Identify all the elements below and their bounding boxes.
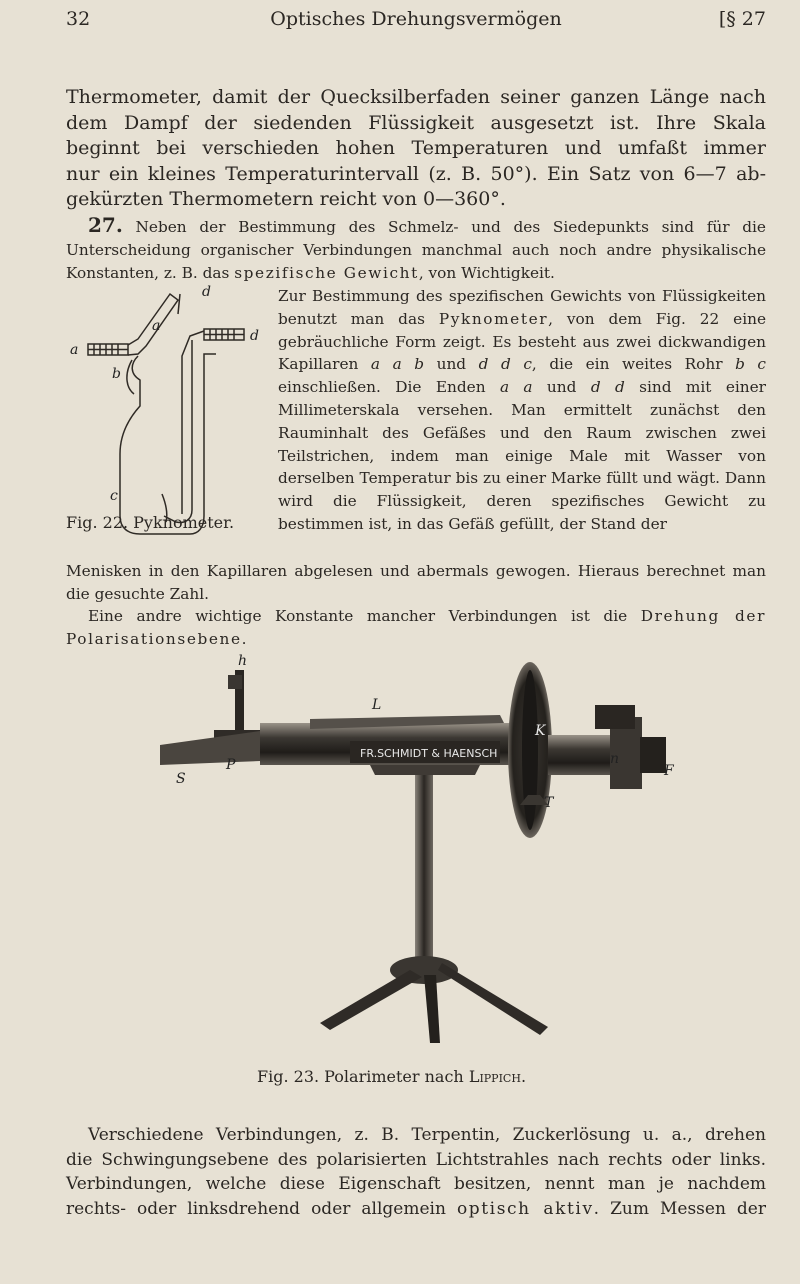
label-d-right: d	[250, 328, 259, 344]
label-n: n	[610, 751, 620, 767]
term-spezifisches-gewicht: spezifische Gewicht	[234, 263, 419, 282]
pyknometer-drawing	[66, 284, 276, 540]
label-F: F	[664, 763, 674, 779]
paragraph-optisch-aktiv	[66, 1123, 766, 1221]
section-number: 27.	[88, 213, 123, 237]
text-line: gekürzten Thermometern reicht von 0—360°.	[66, 188, 506, 210]
label-K: K	[535, 723, 546, 739]
section-27-intro: 27. Neben der Bestimmung des Schmelz- und des Siedepunkts sind für die Unterscheidung organischer Verbindungen manchmal auch noch andre physikalische Konstanten, z. B. das spezifische Gewicht, von Wichtigkeit.	[66, 213, 766, 282]
figure-22-pyknometer	[66, 284, 276, 540]
label-S: S	[176, 771, 186, 787]
text-line: Verbindungen, welche diese Eigenschaft besitzen, nennt man je nachdem	[66, 1174, 766, 1194]
label-c: c	[110, 488, 118, 504]
text-line: Thermometer, damit der Quecksilberfaden seiner ganzen Länge nach	[66, 86, 766, 108]
term-drehung-polarisationsebene: Drehung der Polarisationsebene	[66, 607, 766, 648]
label-a-top: a	[152, 318, 161, 334]
text-line: beginnt bei verschieden hohen Temperaturen und umfaßt immer	[66, 137, 766, 159]
text-line: die Schwingungsebene des polarisierten Lichtstrahles nach rechts oder links.	[66, 1149, 766, 1170]
label-L: L	[372, 697, 382, 713]
paragraph-menisken: Menisken in den Kapillaren abgelesen und abermals gewogen. Hieraus berechnet man die gesuchte Zahl.	[66, 562, 766, 603]
pyknometer-description: Zur Bestimmung des spezifischen Gewichts von Flüssigkeiten benutzt man das Pyknometer, von dem Fig. 22 eine gebräuchliche Form zeigt. Es besteht aus zwei dickwandigen Kapillaren a a b und d d c, die ein weites Rohr b c einschließen. Die Enden a a und d d sind mit einer Millimeterskala versehen. Man ermittelt zunächst den Rauminhalt des Gefäßes und den Raum zwischen zwei Teilstrichen, indem man einige Male mit Wasser von derselben Temperatur bis zu einer Marke füllt und wägt. Dann wird die Flüssigkeit, deren spezifisches Gewicht zu bestimmen ist, in das Gefäß gefüllt, der Stand der	[278, 287, 766, 533]
text-line: Verschiedene Verbindungen, z. B. Terpentin, Zuckerlösung u. a., drehen	[88, 1125, 766, 1145]
label-P: P	[226, 757, 236, 773]
figure-23-polarimeter	[140, 645, 700, 1050]
running-header	[66, 8, 766, 36]
page-number: 32	[66, 8, 91, 30]
label-b: b	[112, 366, 121, 382]
maker-stamp: FR.SCHMIDT & HAENSCH	[360, 747, 498, 760]
polarimeter-drawing	[140, 645, 700, 1050]
term-optisch-aktiv: optisch aktiv	[456, 1198, 594, 1219]
label-T: T	[544, 795, 554, 811]
term-pyknometer: Pyknometer	[438, 309, 549, 328]
label-h: h	[238, 653, 248, 669]
section-reference: [§ 27	[718, 8, 766, 30]
text-line: rechts- oder linksdrehend oder allgemein optisch aktiv. Zum Messen der	[66, 1198, 766, 1219]
label-a-left: a	[70, 342, 79, 358]
text-line: dem Dampf der siedenden Flüssigkeit ausgesetzt ist. Ihre Skala	[66, 111, 766, 134]
figure-22-caption: Fig. 22. Pyknometer.	[66, 513, 235, 532]
paragraph-thermometer	[66, 85, 766, 213]
label-d-top: d	[202, 284, 211, 300]
text-line: nur ein kleines Temperaturintervall (z. B. 50°). Ein Satz von 6—7 ab-	[66, 162, 766, 185]
paragraph-polarisation: Eine andre wichtige Konstante mancher Verbindungen ist die Drehung der Polarisationsebene.	[66, 607, 766, 648]
figure-23-caption: Fig. 23. Polarimeter nach Lippich.	[257, 1067, 527, 1086]
running-title: Optisches Drehungsvermögen	[270, 8, 562, 30]
